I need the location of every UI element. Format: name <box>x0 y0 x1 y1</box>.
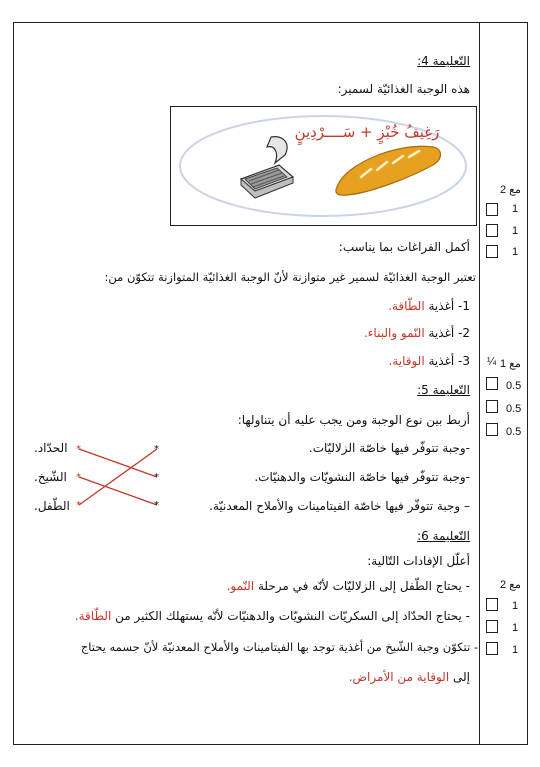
score-box <box>486 245 498 258</box>
statement-text: إلى <box>453 670 470 684</box>
item-number: 3- <box>458 354 470 368</box>
item-number: 1- <box>458 299 470 313</box>
match-line <box>79 449 157 505</box>
dot-marker: * <box>154 500 159 511</box>
ex4-intro: هذه الوجبة الغذائيّة لسمير: <box>337 82 470 96</box>
item-answer: الطّاقة. <box>388 299 425 313</box>
item-text: أغذية <box>428 326 455 340</box>
score-box <box>486 224 498 237</box>
score-value: 0.5 <box>506 426 522 438</box>
ex4-title: التّعليمة 4: <box>417 54 470 68</box>
ex6-instruction: أعلّل الإفادات التّالية: <box>367 554 470 568</box>
ex5-person-2: الشّيخ. <box>34 470 67 484</box>
dot-marker: * <box>76 444 81 455</box>
score-group-2-label: مع 1 <box>500 358 521 370</box>
ex4-statement: تعتبر الوجبة الغذائيّة لسمير غير متوازنة لأنّ الوجبة الغذائيّة المتوازنة تتكوّن من: <box>104 270 476 284</box>
score-value: 1 <box>512 600 519 612</box>
item-number: 2- <box>458 326 470 340</box>
ex5-title: التّعليمة 5: <box>417 383 470 397</box>
ex6-statement-3-line2 <box>349 670 470 684</box>
ex6-statement-1 <box>227 579 470 593</box>
statement-answer: الوقاية من الأمراض. <box>348 670 450 684</box>
image-caption: رَغِيفُ خُبْزٍ + سَــــرْدِينٍ <box>294 123 440 141</box>
score-box <box>486 620 498 633</box>
score-box <box>486 423 498 436</box>
statement-answer: الطّاقة. <box>74 609 112 623</box>
ex4-instruction: أكمل الفراغات بما يناسب: <box>338 240 470 254</box>
score-box <box>486 598 498 611</box>
score-value: 1 <box>512 644 519 656</box>
ex5-meal-1: -وجبة تتوفّر فيها خاصّة الزلاليّات. <box>308 441 470 455</box>
dot-marker: * <box>76 500 81 511</box>
item-text: أغذية <box>428 354 455 368</box>
ex5-instruction: أربط بين نوع الوجبة ومن يجب عليه أن يتناولها: <box>237 413 470 427</box>
score-group-1-label: مع 2 <box>500 184 521 196</box>
score-value: 1 <box>512 225 519 237</box>
ex5-person-3: الطّفل. <box>34 499 70 513</box>
score-group-3-label: مع 2 <box>500 579 521 591</box>
item-text: أغذية <box>428 299 455 313</box>
score-box <box>486 377 498 390</box>
score-value: 1 <box>512 203 519 215</box>
match-line <box>79 449 157 477</box>
score-box <box>486 642 498 655</box>
score-value: 1 <box>512 622 519 634</box>
score-box <box>486 203 498 216</box>
statement-answer: النّمو. <box>226 579 255 593</box>
item-answer: النّمو والبناء. <box>363 326 425 340</box>
item-answer: الوقاية. <box>388 354 425 368</box>
score-box <box>486 400 498 413</box>
match-line <box>79 477 157 505</box>
statement-text: - يحتاج الطّفل إلى الزلاليّات لأنّه في مرحلة <box>257 579 470 593</box>
ex5-meal-2: -وجبة تتوفّر فيها خاصّة النشويّات والدهنيّات. <box>254 470 470 484</box>
score-value: 0.5 <box>506 380 522 392</box>
score-group-2-sign: ¼ <box>487 356 497 368</box>
score-value: 1 <box>512 246 519 258</box>
dot-marker: * <box>154 444 159 455</box>
statement-text: - يحتاج الحدّاد إلى السكريّات النشويّات والدهنيّات لأنّه يستهلك الكثير من <box>115 609 470 623</box>
ex5-person-1: الحدّاد. <box>34 441 68 455</box>
dot-marker: * <box>154 472 159 483</box>
score-value: 0.5 <box>506 403 522 415</box>
ex5-meal-3: – وجبة تتوفّر فيها خاصّة الفيتامينات والأملاح المعدنيّة. <box>209 499 470 513</box>
ex6-statement-3: - تتكوّن وجبة الشّيخ من أغذية توجد بها الفيتامينات والأملاح المعدنيّة لأنّ جسمه يحتاج <box>80 640 478 654</box>
dot-marker: * <box>76 472 81 483</box>
ex6-title: التّعليمة 6: <box>417 529 470 543</box>
ex6-statement-2 <box>75 609 470 623</box>
